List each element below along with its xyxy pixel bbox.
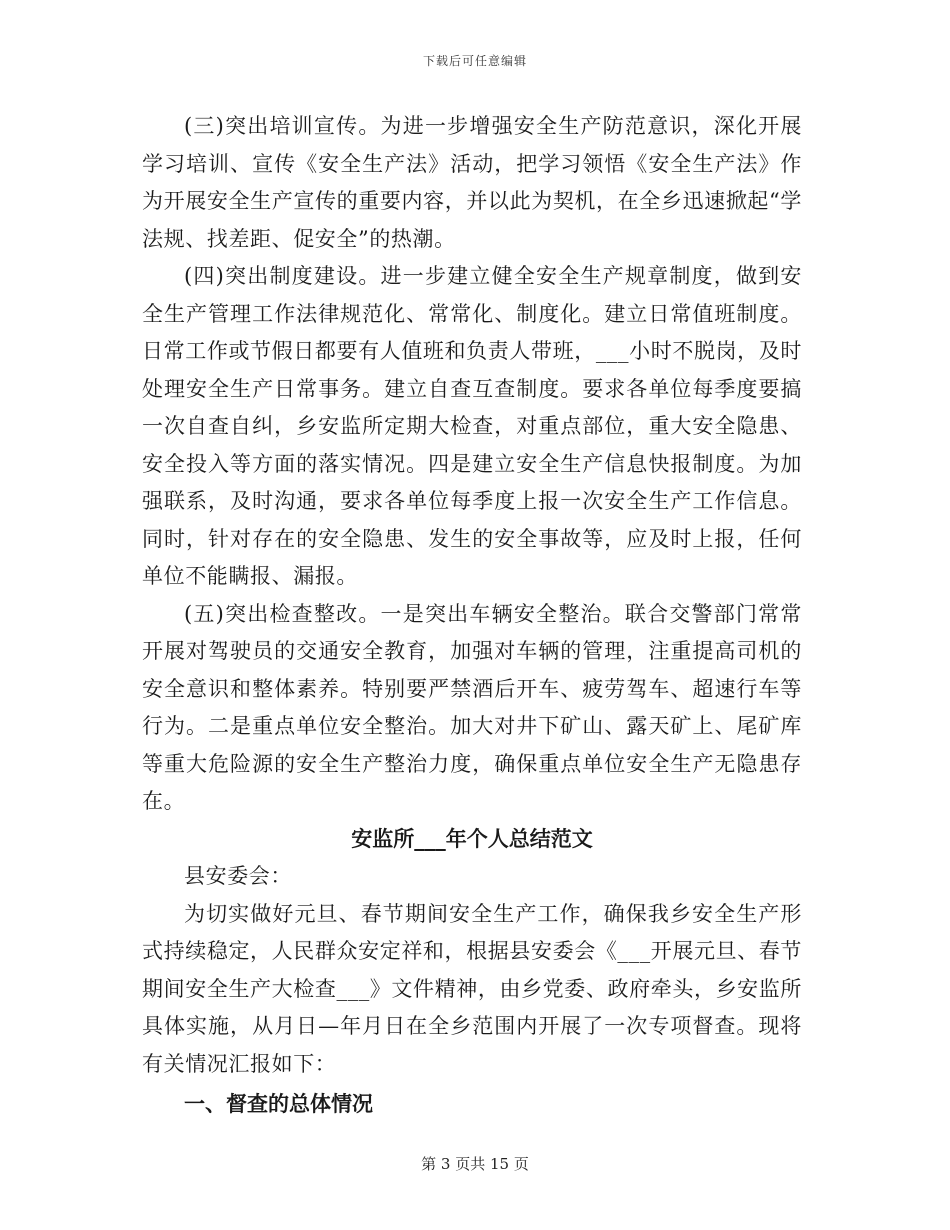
page-number: 第 3 页共 15 页 [421,1155,529,1173]
paragraph-inspection: (五)突出检查整改。一是突出车辆安全整治。联合交警部门常常开展对驾驶员的交通安全教育，加强对车辆的管理，注重提高司机的安全意识和整体素养。特别要严禁酒后开车、疲劳驾车、超速行车等行为。二是重点单位安全整治。加大对井下矿山、露天矿上、尾矿库等重大危险源的安全生产整治力度，确保重点单位安全生产无隐患存在。 [142,601,802,813]
paragraph-intro: 为切实做好元旦、春节期间安全生产工作，确保我乡安全生产形式持续稳定，人民群众安定祥和，根据县安委会《___开展元旦、春节期间安全生产大检查___》文件精神，由乡党委、政府牵头，乡安监所具体实施，从月日—年月日在全乡范围内开展了一次专项督查。现将有关情况汇报如下： [142,901,802,1076]
salutation: 县安委会： [184,864,292,888]
section-heading: 一、督查的总体情况 [184,1092,373,1116]
header-note: 下载后可任意编辑 [422,54,527,68]
document-title: 安监所___年个人总结范文 [351,826,593,851]
document-body [142,108,802,1125]
paragraph-training: (三)突出培训宣传。为进一步增强安全生产防范意识，深化开展学习培训、宣传《安全生产法》活动，把学习领悟《安全生产法》作为开展安全生产宣传的重要内容，并以此为契机，在全乡迅速掀起“学法规、找差距、促安全”的热潮。 [142,114,802,251]
paragraph-system-building: (四)突出制度建设。进一步建立健全安全生产规章制度，做到安全生产管理工作法律规范化、常常化、制度化。建立日常值班制度。日常工作或节假日都要有人值班和负责人带班，___小时不脱岗，及时处理安全生产日常事务。建立自查互查制度。要求各单位每季度要搞一次自查自纠，乡安监所定期大检查，对重点部位，重大安全隐患、安全投入等方面的落实情况。四是建立安全生产信息快报制度。为加强联系，及时沟通，要求各单位每季度上报一次安全生产工作信息。同时，针对存在的安全隐患、发生的安全事故等，应及时上报，任何单位不能瞒报、漏报。 [142,264,802,588]
